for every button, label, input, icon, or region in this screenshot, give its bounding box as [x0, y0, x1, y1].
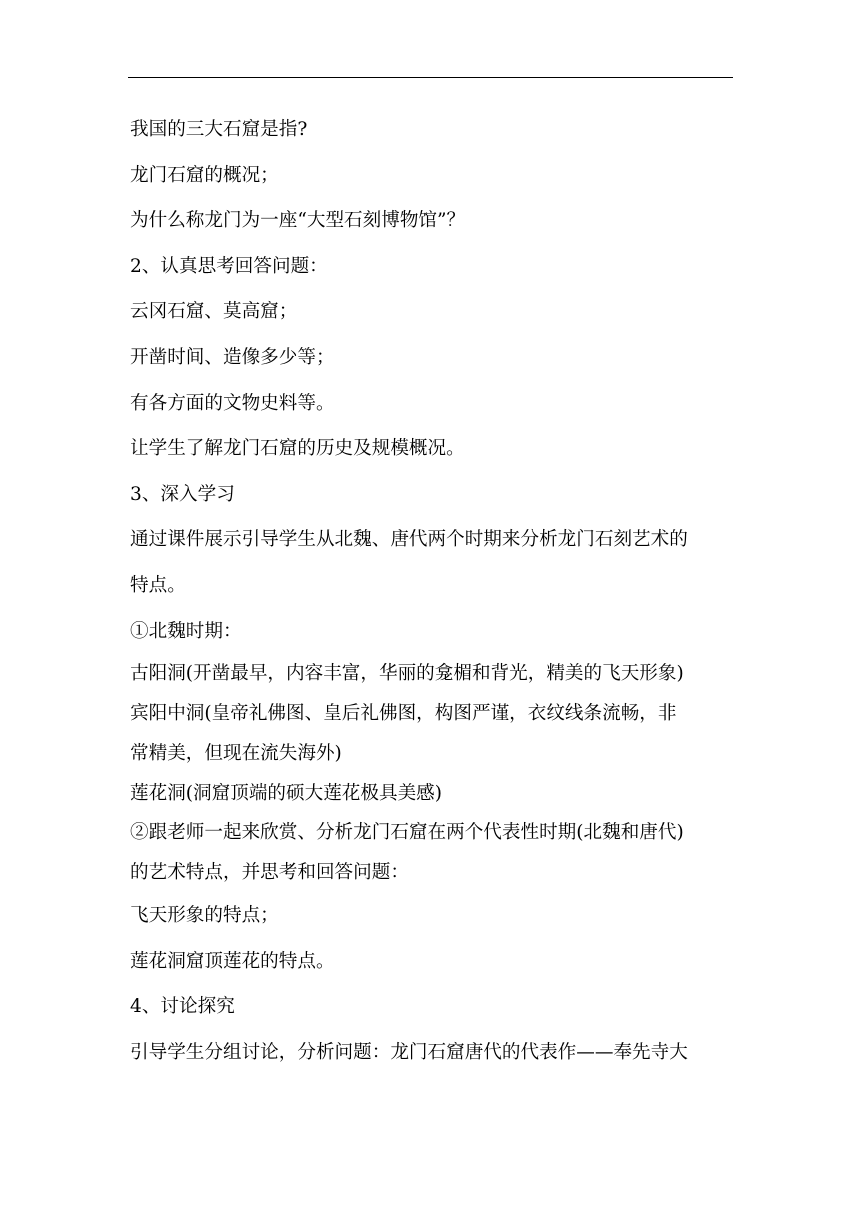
text-line: 有各方面的文物史料等。 — [130, 392, 335, 414]
text-line: 引导学生分组讨论，分析问题：龙门石窟唐代的代表作——奉先寺大 — [130, 1041, 688, 1063]
header-rule — [128, 77, 733, 78]
text-line: 宾阳中洞(皇帝礼佛图、皇后礼佛图，构图严谨，衣纹线条流畅，非 — [130, 702, 677, 724]
text-line: ①北魏时期： — [130, 620, 242, 642]
text-line: 常精美，但现在流失海外) — [130, 742, 342, 764]
text-line: 特点。 — [130, 574, 186, 596]
text-line: 古阳洞(开凿最早，内容丰富，华丽的龛楣和背光，精美的飞天形象) — [130, 663, 684, 685]
text-line: 让学生了解龙门石窟的历史及规模概况。 — [130, 438, 465, 460]
text-line: 的艺术特点，并思考和回答问题： — [130, 862, 409, 884]
section-heading: 3、深入学习 — [130, 483, 235, 505]
text-line: 我国的三大石窟是指? — [130, 119, 308, 140]
text-line: 莲花洞窟顶莲花的特点。 — [130, 950, 335, 972]
text-line: 开凿时间、造像多少等； — [130, 346, 335, 368]
section-heading: 4、讨论探究 — [130, 996, 235, 1018]
text-line: 飞天形象的特点； — [130, 904, 279, 926]
text-line: ②跟老师一起来欣赏、分析龙门石窟在两个代表性时期(北魏和唐代) — [130, 822, 684, 844]
document-body — [130, 107, 734, 1075]
text-line: 云冈石窟、莫高窟； — [130, 301, 298, 323]
section-heading: 2、认真思考回答问题： — [130, 255, 328, 277]
text-line: 莲花洞(洞窟顶端的硕大莲花极具美感) — [130, 782, 443, 804]
text-line: 通过课件展示引导学生从北魏、唐代两个时期来分析龙门石刻艺术的 — [130, 529, 688, 551]
text-line: 龙门石窟的概况； — [130, 164, 279, 186]
text-line: 为什么称龙门为一座“大型石刻博物馆”？ — [130, 210, 466, 232]
